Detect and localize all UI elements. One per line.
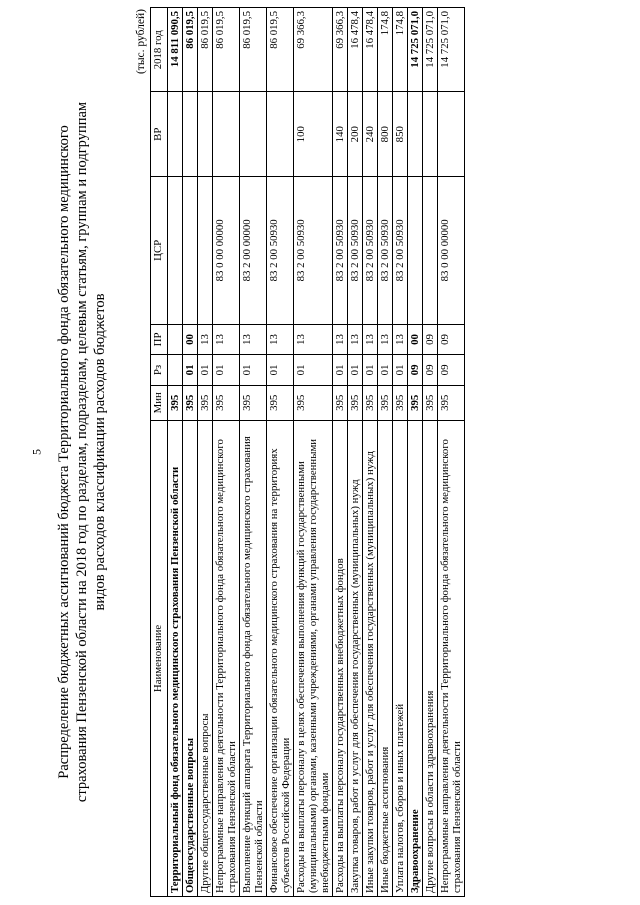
cell-vr bbox=[168, 92, 183, 176]
cell-min: 395 bbox=[333, 385, 348, 420]
cell-name: Расходы на выплаты персоналу государственных внебюджетных фондов bbox=[333, 420, 348, 896]
cell-pr: 13 bbox=[348, 324, 363, 354]
cell-min: 395 bbox=[423, 385, 438, 420]
cell-csr bbox=[408, 176, 423, 324]
table-row bbox=[438, 8, 465, 897]
cell-min: 395 bbox=[240, 385, 267, 420]
cell-csr: 83 2 00 00000 bbox=[240, 176, 267, 324]
cell-min: 395 bbox=[408, 385, 423, 420]
header-rz: Рз bbox=[151, 355, 168, 385]
cell-min: 395 bbox=[213, 385, 240, 420]
cell-name: Закупка товаров, работ и услуг для обеспечения государственных (муниципальных) нужд bbox=[348, 420, 363, 896]
cell-pr: 13 bbox=[267, 324, 294, 354]
cell-vr: 200 bbox=[348, 92, 363, 176]
document-title bbox=[55, 7, 109, 897]
cell-vr bbox=[198, 92, 213, 176]
cell-year: 14 725 071,0 bbox=[438, 8, 465, 93]
cell-name: Уплата налогов, сборов и иных платежей bbox=[393, 420, 408, 896]
cell-rz: 01 bbox=[363, 355, 378, 385]
table-row bbox=[378, 8, 393, 897]
table-row bbox=[213, 8, 240, 897]
cell-rz: 09 bbox=[408, 355, 423, 385]
cell-csr bbox=[198, 176, 213, 324]
cell-rz: 01 bbox=[378, 355, 393, 385]
cell-year: 69 366,3 bbox=[333, 8, 348, 93]
cell-name: Иные бюджетные ассигнования bbox=[378, 420, 393, 896]
cell-min: 395 bbox=[183, 385, 198, 420]
cell-csr: 83 2 00 50930 bbox=[363, 176, 378, 324]
cell-name: Территориальный фонд обязательного медицинского страхования Пензенской области bbox=[168, 420, 183, 896]
header-csr: ЦСР bbox=[151, 176, 168, 324]
cell-rz: 09 bbox=[438, 355, 465, 385]
cell-rz: 01 bbox=[348, 355, 363, 385]
cell-name: Иные закупки товаров, работ и услуг для обеспечения государственных (муниципальных) нужд bbox=[363, 420, 378, 896]
cell-pr bbox=[168, 324, 183, 354]
cell-vr bbox=[423, 92, 438, 176]
cell-year: 14 811 090,5 bbox=[168, 8, 183, 93]
page-number: 5 bbox=[29, 449, 44, 455]
cell-rz: 09 bbox=[423, 355, 438, 385]
cell-name: Непрограммные направления деятельности Территориального фонда обязательного медицинского страхования Пензенской области bbox=[213, 420, 240, 896]
table-body bbox=[168, 8, 465, 897]
header-pr: ПР bbox=[151, 324, 168, 354]
cell-min: 395 bbox=[378, 385, 393, 420]
cell-year: 86 019,5 bbox=[267, 8, 294, 93]
cell-year: 14 725 071,0 bbox=[423, 8, 438, 93]
cell-csr: 83 2 00 50930 bbox=[294, 176, 333, 324]
cell-vr: 100 bbox=[294, 92, 333, 176]
cell-min: 395 bbox=[348, 385, 363, 420]
cell-csr: 83 0 00 00000 bbox=[438, 176, 465, 324]
cell-vr bbox=[267, 92, 294, 176]
table-row bbox=[240, 8, 267, 897]
cell-year: 69 366,3 bbox=[294, 8, 333, 93]
unit-note: (тыс. рублей) bbox=[135, 9, 147, 75]
cell-year: 174,8 bbox=[378, 8, 393, 93]
table-row bbox=[363, 8, 378, 897]
table-row bbox=[393, 8, 408, 897]
cell-pr: 13 bbox=[294, 324, 333, 354]
cell-vr bbox=[438, 92, 465, 176]
cell-rz: 01 bbox=[198, 355, 213, 385]
cell-min: 395 bbox=[267, 385, 294, 420]
cell-rz: 01 bbox=[393, 355, 408, 385]
table-row bbox=[423, 8, 438, 897]
table-row bbox=[267, 8, 294, 897]
cell-csr: 83 2 00 50930 bbox=[348, 176, 363, 324]
cell-csr: 83 2 00 50930 bbox=[393, 176, 408, 324]
cell-vr: 850 bbox=[393, 92, 408, 176]
cell-name: Другие общегосударственные вопросы bbox=[198, 420, 213, 896]
cell-pr: 09 bbox=[438, 324, 465, 354]
cell-pr: 13 bbox=[198, 324, 213, 354]
cell-rz: 01 bbox=[294, 355, 333, 385]
cell-csr: 83 2 00 50930 bbox=[378, 176, 393, 324]
cell-year: 174,8 bbox=[393, 8, 408, 93]
table-row bbox=[183, 8, 198, 897]
cell-csr: 83 2 00 50930 bbox=[333, 176, 348, 324]
cell-rz: 01 bbox=[183, 355, 198, 385]
cell-vr bbox=[408, 92, 423, 176]
cell-pr: 09 bbox=[423, 324, 438, 354]
title-line: Распределение бюджетных ассигнований бюджета Территориального фонда обязательного медицинского bbox=[56, 125, 72, 779]
cell-year: 16 478,4 bbox=[348, 8, 363, 93]
cell-name: Расходы на выплаты персоналу в целях обеспечения выполнения функций государственными (муниципальными) органами, казенными учреждениями, органами управления государственными внебюджетными фондами bbox=[294, 420, 333, 896]
cell-rz: 01 bbox=[240, 355, 267, 385]
cell-pr: 13 bbox=[213, 324, 240, 354]
title-line: страхования Пензенской области на 2018 год по разделам, подразделам, целевым статьям, группам и подгруппам bbox=[74, 101, 90, 803]
cell-year: 16 478,4 bbox=[363, 8, 378, 93]
table-row bbox=[333, 8, 348, 897]
cell-name: Непрограммные направления деятельности Территориального фонда обязательного медицинского страхования Пензенской области bbox=[438, 420, 465, 896]
cell-vr: 800 bbox=[378, 92, 393, 176]
cell-pr: 13 bbox=[393, 324, 408, 354]
cell-min: 395 bbox=[198, 385, 213, 420]
table-row bbox=[408, 8, 423, 897]
cell-name: Здравоохранение bbox=[408, 420, 423, 896]
cell-vr: 140 bbox=[333, 92, 348, 176]
cell-pr: 13 bbox=[333, 324, 348, 354]
cell-csr bbox=[183, 176, 198, 324]
cell-year: 14 725 071,0 bbox=[408, 8, 423, 93]
cell-vr bbox=[240, 92, 267, 176]
cell-year: 86 019,5 bbox=[240, 8, 267, 93]
table-header-row bbox=[151, 8, 168, 897]
cell-csr bbox=[168, 176, 183, 324]
cell-min: 395 bbox=[438, 385, 465, 420]
cell-csr: 83 2 00 50930 bbox=[267, 176, 294, 324]
cell-pr: 13 bbox=[378, 324, 393, 354]
cell-vr bbox=[183, 92, 198, 176]
cell-name: Другие вопросы в области здравоохранения bbox=[423, 420, 438, 896]
cell-csr: 83 0 00 00000 bbox=[213, 176, 240, 324]
cell-vr: 240 bbox=[363, 92, 378, 176]
budget-table bbox=[150, 7, 465, 897]
header-name: Наименование bbox=[151, 420, 168, 896]
header-vr: ВР bbox=[151, 92, 168, 176]
cell-pr: 13 bbox=[363, 324, 378, 354]
cell-vr bbox=[213, 92, 240, 176]
table-row bbox=[168, 8, 183, 897]
cell-pr: 00 bbox=[408, 324, 423, 354]
cell-min: 395 bbox=[294, 385, 333, 420]
cell-rz: 01 bbox=[213, 355, 240, 385]
cell-name: Общегосударственные вопросы bbox=[183, 420, 198, 896]
cell-rz: 01 bbox=[267, 355, 294, 385]
rotated-page-content bbox=[55, 7, 625, 897]
cell-name: Финансовое обеспечение организации обязательного медицинского страхования на территориях субъектов Российской Федерации bbox=[267, 420, 294, 896]
title-line: видов расходов классификации расходов бюджетов bbox=[92, 293, 108, 611]
cell-min: 395 bbox=[363, 385, 378, 420]
cell-min: 395 bbox=[168, 385, 183, 420]
table-row bbox=[198, 8, 213, 897]
cell-year: 86 019,5 bbox=[198, 8, 213, 93]
table-row bbox=[348, 8, 363, 897]
cell-min: 395 bbox=[393, 385, 408, 420]
cell-year: 86 019,5 bbox=[213, 8, 240, 93]
cell-year: 86 019,5 bbox=[183, 8, 198, 93]
cell-rz: 01 bbox=[333, 355, 348, 385]
cell-pr: 13 bbox=[240, 324, 267, 354]
cell-csr bbox=[423, 176, 438, 324]
table-row bbox=[294, 8, 333, 897]
header-year: 2018 год bbox=[151, 8, 168, 93]
header-min: Мин bbox=[151, 385, 168, 420]
cell-rz bbox=[168, 355, 183, 385]
cell-pr: 00 bbox=[183, 324, 198, 354]
cell-name: Выполнение функций аппарата Территориального фонда обязательного медицинского страхования Пензенской области bbox=[240, 420, 267, 896]
